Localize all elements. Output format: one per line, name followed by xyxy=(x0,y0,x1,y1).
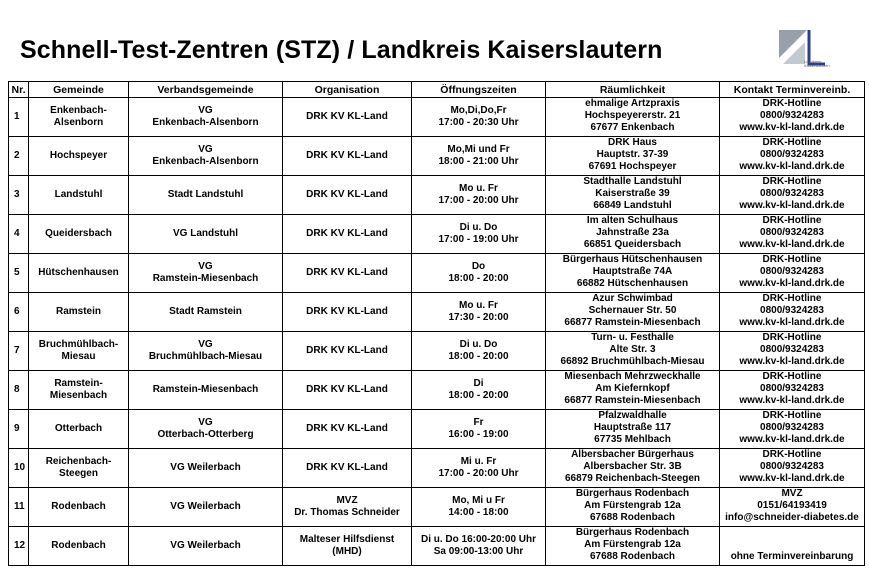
cell-nr: 9 xyxy=(9,410,29,449)
cell-kontakt xyxy=(720,254,865,293)
cell-raeumlichkeit-line: Alte Str. 3 xyxy=(609,344,656,355)
cell-gemeinde-line: Landstuhl xyxy=(54,189,103,200)
cell-oeffnungszeiten-line: Mo,Mi und Fr xyxy=(447,144,510,155)
cell-kontakt-line: www.kv-kl-land.drk.de xyxy=(739,473,845,484)
cell-organisation xyxy=(283,98,412,137)
cell-oeffnungszeiten-line: 16:00 - 19:00 xyxy=(448,429,509,440)
cell-organisation xyxy=(283,254,412,293)
cell-oeffnungszeiten-line: Di u. Do 16:00-20:00 Uhr xyxy=(420,534,537,545)
cell-gemeinde xyxy=(29,332,129,371)
cell-kontakt xyxy=(720,176,865,215)
cell-organisation-line: DRK KV KL-Land xyxy=(306,228,388,239)
cell-kontakt-line: www.kv-kl-land.drk.de xyxy=(739,239,845,250)
cell-raeumlichkeit xyxy=(546,488,720,527)
cell-verbandsgemeinde xyxy=(129,449,283,488)
cell-nr: 12 xyxy=(9,527,29,566)
cell-verbandsgemeinde xyxy=(129,410,283,449)
cell-verbandsgemeinde-line: Stadt Landstuhl xyxy=(167,189,244,200)
cell-kontakt-line: 0800/9324283 xyxy=(760,266,824,277)
cell-raeumlichkeit-line: 66892 Bruchmühlbach-Miesau xyxy=(560,356,705,367)
cell-oeffnungszeiten-line: 18:00 - 20:00 xyxy=(448,273,509,284)
cell-oeffnungszeiten-line: Di u. Do xyxy=(459,222,498,233)
cell-oeffnungszeiten-line: Mo u. Fr xyxy=(459,300,498,311)
cell-raeumlichkeit-line: Jahnstraße 23a xyxy=(596,227,669,238)
cell-oeffnungszeiten-line: Do xyxy=(471,261,486,272)
cell-oeffnungszeiten-line: Mo, Mi u Fr xyxy=(452,495,505,506)
cell-raeumlichkeit xyxy=(546,527,720,566)
cell-verbandsgemeinde-line: VG Weilerbach xyxy=(170,540,241,551)
cell-oeffnungszeiten-line: 17:30 - 20:00 xyxy=(448,312,509,323)
table-row xyxy=(9,293,865,332)
cell-nr: 7 xyxy=(9,332,29,371)
cell-organisation xyxy=(283,293,412,332)
cell-verbandsgemeinde-line: VG Weilerbach xyxy=(170,462,241,473)
table-row xyxy=(9,371,865,410)
logo-text-line1: Landkreis xyxy=(804,59,822,64)
cell-verbandsgemeinde-line: Bruchmühlbach-Miesau xyxy=(148,351,263,362)
cell-gemeinde xyxy=(29,449,129,488)
cell-raeumlichkeit-line: Miesenbach Mehrzweckhalle xyxy=(564,371,701,382)
cell-organisation xyxy=(283,488,412,527)
cell-gemeinde-line: Rodenbach xyxy=(51,501,106,512)
cell-gemeinde-line: Hütschenhausen xyxy=(38,267,119,278)
cell-verbandsgemeinde xyxy=(129,98,283,137)
cell-raeumlichkeit-line: Azur Schwimbad xyxy=(592,293,673,304)
cell-raeumlichkeit-line: 66877 Ramstein-Miesenbach xyxy=(564,317,701,328)
cell-verbandsgemeinde xyxy=(129,527,283,566)
cell-kontakt xyxy=(720,449,865,488)
cell-gemeinde xyxy=(29,527,129,566)
cell-kontakt xyxy=(720,527,865,566)
cell-kontakt-line: www.kv-kl-land.drk.de xyxy=(739,395,845,406)
table-row xyxy=(9,527,865,566)
cell-verbandsgemeinde xyxy=(129,371,283,410)
cell-organisation xyxy=(283,527,412,566)
cell-nr: 3 xyxy=(9,176,29,215)
cell-kontakt-line: DRK-Hotline xyxy=(762,98,822,109)
cell-raeumlichkeit xyxy=(546,332,720,371)
cell-kontakt-line: www.kv-kl-land.drk.de xyxy=(739,200,845,211)
cell-organisation-line: (MHD) xyxy=(332,546,362,557)
cell-organisation-line: DRK KV KL-Land xyxy=(306,384,388,395)
cell-gemeinde-line: Alsenborn xyxy=(53,117,104,128)
cell-verbandsgemeinde-line: Enkenbach-Alsenborn xyxy=(152,156,259,167)
cell-kontakt-line: 0800/9324283 xyxy=(760,188,824,199)
cell-oeffnungszeiten-line: 17:00 - 20:00 Uhr xyxy=(438,195,519,206)
cell-kontakt xyxy=(720,332,865,371)
cell-raeumlichkeit-line: Bürgerhaus Rodenbach xyxy=(575,527,690,538)
cell-kontakt xyxy=(720,371,865,410)
cell-kontakt-line: info@schneider-diabetes.de xyxy=(725,512,859,523)
cell-nr: 10 xyxy=(9,449,29,488)
cell-raeumlichkeit-line: 67688 Rodenbach xyxy=(589,551,676,562)
cell-organisation-line: DRK KV KL-Land xyxy=(306,111,388,122)
cell-organisation-line: MVZ xyxy=(336,495,358,506)
test-centers-table xyxy=(8,81,865,566)
cell-raeumlichkeit-line: 67735 Mehlbach xyxy=(594,434,671,445)
cell-gemeinde xyxy=(29,137,129,176)
cell-verbandsgemeinde-line: VG Landstuhl xyxy=(173,228,238,239)
cell-organisation-line: DRK KV KL-Land xyxy=(306,462,388,473)
cell-raeumlichkeit-line: 66849 Landstuhl xyxy=(593,200,672,211)
cell-kontakt-line: 0800/9324283 xyxy=(760,110,824,121)
cell-organisation xyxy=(283,449,412,488)
cell-gemeinde xyxy=(29,410,129,449)
cell-kontakt xyxy=(720,488,865,527)
cell-verbandsgemeinde xyxy=(129,215,283,254)
cell-oeffnungszeiten xyxy=(412,176,546,215)
table-body xyxy=(9,98,865,566)
cell-raeumlichkeit-line: Hochspeyererstr. 21 xyxy=(584,110,681,121)
cell-raeumlichkeit-line: Hauptstraße 74A xyxy=(592,266,673,277)
cell-organisation xyxy=(283,215,412,254)
table-row xyxy=(9,176,865,215)
logo-text xyxy=(804,60,830,68)
cell-raeumlichkeit xyxy=(546,293,720,332)
cell-raeumlichkeit xyxy=(546,176,720,215)
cell-raeumlichkeit-line: Pfalzwaldhalle xyxy=(598,410,667,421)
cell-kontakt-line: 0800/9324283 xyxy=(760,344,824,355)
header-verbandsgemeinde: Verbandsgemeinde xyxy=(129,82,283,98)
cell-oeffnungszeiten-line: Di xyxy=(473,378,484,389)
cell-raeumlichkeit-line: Bürgerhaus Hütschenhausen xyxy=(562,254,703,265)
cell-verbandsgemeinde xyxy=(129,488,283,527)
cell-raeumlichkeit-line: Hauptstraße 117 xyxy=(593,422,672,433)
cell-kontakt xyxy=(720,215,865,254)
cell-gemeinde xyxy=(29,98,129,137)
cell-oeffnungszeiten-line: Di u. Do xyxy=(459,339,498,350)
cell-raeumlichkeit-line: 67677 Enkenbach xyxy=(590,122,675,133)
cell-kontakt-line: www.kv-kl-land.drk.de xyxy=(739,278,845,289)
cell-oeffnungszeiten xyxy=(412,488,546,527)
cell-organisation xyxy=(283,137,412,176)
cell-oeffnungszeiten-line: 14:00 - 18:00 xyxy=(448,507,509,518)
cell-raeumlichkeit-line: Hauptstr. 37-39 xyxy=(596,149,669,160)
cell-oeffnungszeiten xyxy=(412,410,546,449)
cell-verbandsgemeinde xyxy=(129,293,283,332)
cell-raeumlichkeit-line: 66877 Ramstein-Miesenbach xyxy=(564,395,701,406)
cell-gemeinde xyxy=(29,176,129,215)
table-row xyxy=(9,488,865,527)
cell-nr: 5 xyxy=(9,254,29,293)
cell-verbandsgemeinde-line: VG xyxy=(198,417,213,428)
cell-kontakt-line: DRK-Hotline xyxy=(762,371,822,382)
page-title: Schnell-Test-Zentren (STZ) / Landkreis Kaiserslautern xyxy=(20,36,663,64)
cell-organisation-line: DRK KV KL-Land xyxy=(306,423,388,434)
table-row xyxy=(9,215,865,254)
cell-oeffnungszeiten-line: Mo,Di,Do,Fr xyxy=(450,105,507,116)
cell-nr: 4 xyxy=(9,215,29,254)
cell-raeumlichkeit-line: 67691 Hochspeyer xyxy=(588,161,677,172)
cell-oeffnungszeiten xyxy=(412,371,546,410)
cell-gemeinde xyxy=(29,488,129,527)
cell-verbandsgemeinde xyxy=(129,332,283,371)
cell-verbandsgemeinde-line: Ramstein-Miesenbach xyxy=(152,384,259,395)
table-row xyxy=(9,449,865,488)
cell-verbandsgemeinde xyxy=(129,176,283,215)
cell-organisation xyxy=(283,371,412,410)
cell-kontakt xyxy=(720,98,865,137)
cell-raeumlichkeit-line: Stadthalle Landstuhl xyxy=(583,176,682,187)
cell-organisation-line: DRK KV KL-Land xyxy=(306,306,388,317)
cell-kontakt-line: ohne Terminvereinbarung xyxy=(730,551,854,562)
table-row xyxy=(9,410,865,449)
cell-raeumlichkeit-line: Albersbacher Bürgerhaus xyxy=(571,449,694,460)
cell-raeumlichkeit xyxy=(546,371,720,410)
table-header-row xyxy=(9,82,865,98)
cell-raeumlichkeit-line: Am Fürstengrab 12a xyxy=(584,539,681,550)
cell-verbandsgemeinde xyxy=(129,137,283,176)
cell-oeffnungszeiten-line: 18:00 - 20:00 xyxy=(448,390,509,401)
cell-gemeinde xyxy=(29,254,129,293)
cell-gemeinde-line: Miesau xyxy=(61,351,96,362)
cell-verbandsgemeinde-line: VG Weilerbach xyxy=(170,501,241,512)
cell-raeumlichkeit-line: DRK Haus xyxy=(608,137,657,148)
cell-kontakt-line: www.kv-kl-land.drk.de xyxy=(739,317,845,328)
header-raeumlichkeit: Räumlichkeit xyxy=(546,82,720,98)
cell-verbandsgemeinde xyxy=(129,254,283,293)
cell-kontakt-line: 0151/64193419 xyxy=(757,500,827,511)
cell-organisation-line: Dr. Thomas Schneider xyxy=(294,507,400,518)
cell-organisation xyxy=(283,410,412,449)
cell-gemeinde-line: Steegen xyxy=(59,468,98,479)
cell-kontakt-line: DRK-Hotline xyxy=(762,410,822,421)
cell-kontakt-line: DRK-Hotline xyxy=(762,137,822,148)
cell-raeumlichkeit xyxy=(546,449,720,488)
cell-kontakt-line: www.kv-kl-land.drk.de xyxy=(739,122,845,133)
cell-organisation-line: DRK KV KL-Land xyxy=(306,267,388,278)
cell-organisation-line: DRK KV KL-Land xyxy=(306,189,388,200)
cell-oeffnungszeiten-line: Mi u. Fr xyxy=(460,456,497,467)
cell-kontakt-line: DRK-Hotline xyxy=(762,254,822,265)
cell-oeffnungszeiten xyxy=(412,332,546,371)
cell-verbandsgemeinde-line: VG xyxy=(198,144,213,155)
cell-oeffnungszeiten xyxy=(412,137,546,176)
cell-organisation xyxy=(283,332,412,371)
cell-verbandsgemeinde-line: VG xyxy=(198,339,213,350)
cell-kontakt-line: DRK-Hotline xyxy=(762,332,822,343)
cell-gemeinde-line: Enkenbach- xyxy=(50,105,107,116)
cell-nr: 2 xyxy=(9,137,29,176)
cell-oeffnungszeiten-line: 18:00 - 21:00 Uhr xyxy=(438,156,519,167)
cell-raeumlichkeit-line: Albersbacher Str. 3B xyxy=(583,461,682,472)
cell-verbandsgemeinde-line: Otterbach-Otterberg xyxy=(157,429,254,440)
cell-oeffnungszeiten-line: Fr xyxy=(473,417,484,428)
cell-raeumlichkeit-line: Bürgerhaus Rodenbach xyxy=(575,488,690,499)
logo-text-line2: Kaiserslautern xyxy=(804,63,830,68)
cell-kontakt-line: DRK-Hotline xyxy=(762,176,822,187)
cell-raeumlichkeit-line: Am Kiefernkopf xyxy=(595,383,670,394)
cell-raeumlichkeit-line: 67688 Rodenbach xyxy=(589,512,676,523)
cell-gemeinde xyxy=(29,215,129,254)
cell-raeumlichkeit-line: ehmalige Artzpraxis xyxy=(585,98,680,109)
cell-gemeinde-line: Reichenbach- xyxy=(45,456,112,467)
cell-nr: 8 xyxy=(9,371,29,410)
header-oeffnungszeiten: Öffnungszeiten xyxy=(412,82,546,98)
cell-verbandsgemeinde-line: VG xyxy=(198,105,213,116)
cell-kontakt-line xyxy=(720,539,864,551)
cell-raeumlichkeit xyxy=(546,410,720,449)
cell-gemeinde-line: Miesenbach xyxy=(49,390,108,401)
cell-nr: 1 xyxy=(9,98,29,137)
cell-raeumlichkeit-line: Kaiserstraße 39 xyxy=(595,188,670,199)
cell-nr: 6 xyxy=(9,293,29,332)
cell-verbandsgemeinde-line: VG xyxy=(198,261,213,272)
cell-raeumlichkeit-line: Am Fürstengrab 12a xyxy=(584,500,681,511)
cell-oeffnungszeiten-line: 17:00 - 20:00 Uhr xyxy=(438,468,519,479)
cell-oeffnungszeiten-line: Sa 09:00-13:00 Uhr xyxy=(433,546,524,557)
header-organisation: Organisation xyxy=(283,82,412,98)
cell-oeffnungszeiten-line: 17:00 - 20:30 Uhr xyxy=(438,117,519,128)
cell-kontakt-line: 0800/9324283 xyxy=(760,422,824,433)
cell-oeffnungszeiten xyxy=(412,449,546,488)
cell-oeffnungszeiten xyxy=(412,98,546,137)
cell-oeffnungszeiten xyxy=(412,254,546,293)
cell-gemeinde xyxy=(29,293,129,332)
cell-oeffnungszeiten xyxy=(412,215,546,254)
cell-kontakt-line: 0800/9324283 xyxy=(760,461,824,472)
cell-kontakt-line xyxy=(720,527,864,539)
cell-oeffnungszeiten-line: 18:00 - 20:00 xyxy=(448,351,509,362)
cell-raeumlichkeit-line: Turn- u. Festhalle xyxy=(591,332,674,343)
header-kontakt: Kontakt Terminvereinb. xyxy=(720,82,865,98)
cell-gemeinde-line: Hochspeyer xyxy=(49,150,108,161)
cell-kontakt-line: 0800/9324283 xyxy=(760,383,824,394)
cell-gemeinde-line: Bruchmühlbach- xyxy=(38,339,119,350)
cell-kontakt-line: 0800/9324283 xyxy=(760,149,824,160)
cell-raeumlichkeit-line: 66851 Queidersbach xyxy=(583,239,682,250)
cell-kontakt-line: 0800/9324283 xyxy=(760,305,824,316)
cell-kontakt-line: www.kv-kl-land.drk.de xyxy=(739,356,845,367)
cell-oeffnungszeiten-line: Mo u. Fr xyxy=(459,183,498,194)
cell-oeffnungszeiten-line: 17:00 - 19:00 Uhr xyxy=(438,234,519,245)
cell-organisation-line: DRK KV KL-Land xyxy=(306,150,388,161)
cell-gemeinde-line: Queidersbach xyxy=(45,228,112,239)
cell-nr: 11 xyxy=(9,488,29,527)
cell-verbandsgemeinde-line: Ramstein-Miesenbach xyxy=(152,273,259,284)
cell-kontakt xyxy=(720,293,865,332)
header-gemeinde: Gemeinde xyxy=(29,82,129,98)
cell-verbandsgemeinde-line: Stadt Ramstein xyxy=(169,306,242,317)
cell-raeumlichkeit xyxy=(546,215,720,254)
cell-raeumlichkeit-line: 66879 Reichenbach-Steegen xyxy=(564,473,701,484)
cell-raeumlichkeit-line: Schernauer Str. 50 xyxy=(588,305,677,316)
cell-raeumlichkeit xyxy=(546,254,720,293)
cell-gemeinde-line: Ramstein xyxy=(55,306,101,317)
cell-gemeinde-line: Rodenbach xyxy=(51,540,106,551)
table-row xyxy=(9,254,865,293)
cell-raeumlichkeit-line: 66882 Hütschenhausen xyxy=(576,278,689,289)
cell-raeumlichkeit-line: Im alten Schulhaus xyxy=(586,215,679,226)
cell-organisation-line: Malteser Hilfsdienst xyxy=(299,534,395,545)
cell-kontakt-line: DRK-Hotline xyxy=(762,449,822,460)
cell-oeffnungszeiten xyxy=(412,293,546,332)
header-nr: Nr. xyxy=(9,82,29,98)
cell-organisation-line: DRK KV KL-Land xyxy=(306,345,388,356)
cell-kontakt-line: www.kv-kl-land.drk.de xyxy=(739,434,845,445)
cell-kontakt-line: DRK-Hotline xyxy=(762,215,822,226)
table-row xyxy=(9,98,865,137)
cell-kontakt-line: MVZ xyxy=(781,488,803,499)
cell-raeumlichkeit xyxy=(546,98,720,137)
table-row xyxy=(9,137,865,176)
cell-kontakt-line: 0800/9324283 xyxy=(760,227,824,238)
cell-kontakt-line: DRK-Hotline xyxy=(762,293,822,304)
cell-kontakt xyxy=(720,410,865,449)
cell-raeumlichkeit xyxy=(546,137,720,176)
cell-kontakt xyxy=(720,137,865,176)
cell-gemeinde-line: Otterbach xyxy=(54,423,103,434)
cell-kontakt-line: www.kv-kl-land.drk.de xyxy=(739,161,845,172)
cell-oeffnungszeiten xyxy=(412,527,546,566)
table-row xyxy=(9,332,865,371)
cell-gemeinde xyxy=(29,371,129,410)
cell-verbandsgemeinde-line: Enkenbach-Alsenborn xyxy=(152,117,259,128)
cell-organisation xyxy=(283,176,412,215)
cell-gemeinde-line: Ramstein- xyxy=(54,378,103,389)
